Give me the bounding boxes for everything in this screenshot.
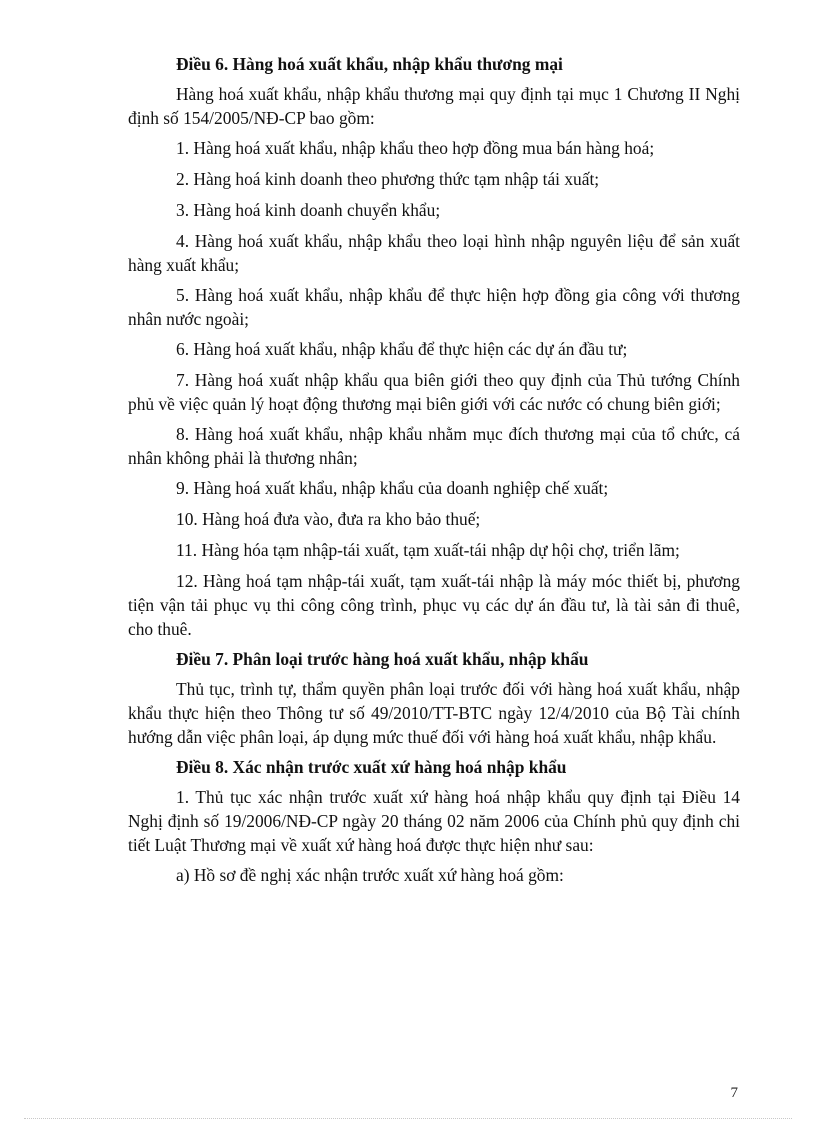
list-item-10: 10. Hàng hoá đưa vào, đưa ra kho bảo thuế; xyxy=(176,509,481,529)
article-6-intro: Hàng hoá xuất khẩu, nhập khẩu thương mại quy định tại mục 1 Chương II Nghị định số 154/2005/NĐ-CP bao gồm: xyxy=(128,84,740,128)
list-item-11: 11. Hàng hóa tạm nhập-tái xuất, tạm xuất-tái nhập dự hội chợ, triển lãm; xyxy=(176,540,680,560)
page-number: 7 xyxy=(730,1085,738,1101)
list-item-1: 1. Hàng hoá xuất khẩu, nhập khẩu theo hợp đồng mua bán hàng hoá; xyxy=(176,138,655,158)
article-8-item-1: 1. Thủ tục xác nhận trước xuất xứ hàng hoá nhập khẩu quy định tại Điều 14 Nghị định số 19/2006/NĐ-CP ngày 20 tháng 02 năm 2006 của Chính phủ quy định chi tiết Luật Thương mại về xuất xứ hàng hoá được thực hiện như sau: xyxy=(128,787,740,855)
list-item-5: 5. Hàng hoá xuất khẩu, nhập khẩu để thực hiện hợp đồng gia công với thương nhân nước ngoài; xyxy=(128,285,740,329)
article-6-heading: Điều 6. Hàng hoá xuất khẩu, nhập khẩu thương mại xyxy=(176,54,563,74)
article-8-heading: Điều 8. Xác nhận trước xuất xứ hàng hoá nhập khẩu xyxy=(176,757,567,777)
article-7-body: Thủ tục, trình tự, thẩm quyền phân loại trước đối với hàng hoá xuất khẩu, nhập khẩu thực hiện theo Thông tư số 49/2010/TT-BTC ngày 12/4/2010 của Bộ Tài chính hướng dẫn việc phân loại, áp dụng mức thuế đối với hàng hoá xuất khẩu, nhập khẩu. xyxy=(128,679,740,747)
page-bottom-divider xyxy=(24,1118,792,1119)
list-item-2: 2. Hàng hoá kinh doanh theo phương thức tạm nhập tái xuất; xyxy=(176,169,600,189)
list-item-4: 4. Hàng hoá xuất khẩu, nhập khẩu theo loại hình nhập nguyên liệu để sản xuất hàng xuất khẩu; xyxy=(128,231,740,275)
list-item-3: 3. Hàng hoá kinh doanh chuyển khẩu; xyxy=(176,200,441,220)
article-8-item-a: a) Hồ sơ đề nghị xác nhận trước xuất xứ hàng hoá gồm: xyxy=(176,865,564,885)
list-item-12: 12. Hàng hoá tạm nhập-tái xuất, tạm xuất-tái nhập là máy móc thiết bị, phương tiện vận tải phục vụ thi công công trình, phục vụ các dự án đầu tư, là tài sản đi thuê, cho thuê. xyxy=(128,571,740,639)
document-body xyxy=(128,52,740,893)
article-7-heading: Điều 7. Phân loại trước hàng hoá xuất khẩu, nhập khẩu xyxy=(176,649,589,669)
list-item-7: 7. Hàng hoá xuất nhập khẩu qua biên giới theo quy định của Thủ tướng Chính phủ về việc quản lý hoạt động thương mại biên giới với các nước có chung biên giới; xyxy=(128,370,740,414)
list-item-6: 6. Hàng hoá xuất khẩu, nhập khẩu để thực hiện các dự án đầu tư; xyxy=(176,339,628,359)
list-item-9: 9. Hàng hoá xuất khẩu, nhập khẩu của doanh nghiệp chế xuất; xyxy=(176,478,609,498)
list-item-8: 8. Hàng hoá xuất khẩu, nhập khẩu nhằm mục đích thương mại của tổ chức, cá nhân không phải là thương nhân; xyxy=(128,424,740,468)
